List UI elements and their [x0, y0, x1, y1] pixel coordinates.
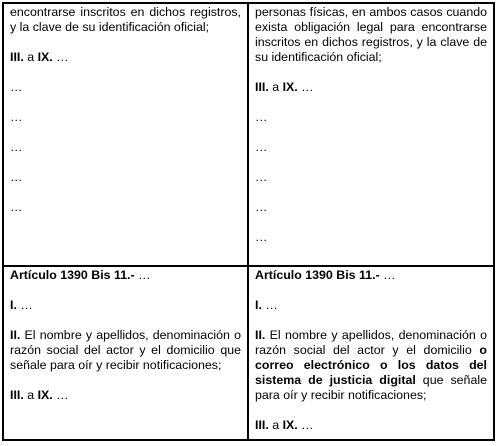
cell-top-right: [249, 4, 493, 267]
ellipsis-item: …: [255, 110, 268, 124]
range-line: III. a IX. …: [10, 388, 69, 402]
paragraph-text: personas físicas, en ambos casos cuando exista obligación legal para encontrarse inscritos en dichos registros, y la clave de su identificación oficial;: [255, 5, 487, 64]
item-one: I. …: [10, 298, 33, 312]
ellipsis-list: [255, 110, 487, 245]
ellipsis-item: …: [10, 110, 23, 124]
range-line: III. a IX. …: [255, 80, 314, 94]
cell-bottom-right: [249, 267, 493, 439]
item-two: II. El nombre y apellidos, denominación o razón social del actor y el domicilio o correo electrónico o los datos del sistema de justicia digital que señale para oír y recibir notificaciones;: [255, 328, 487, 402]
item-one: I. …: [255, 298, 278, 312]
ellipsis-item: …: [255, 200, 268, 214]
range-line: III. a IX. …: [255, 418, 314, 432]
ellipsis-item: …: [10, 200, 23, 214]
ellipsis-item: …: [255, 140, 268, 154]
ellipsis-item: …: [10, 170, 23, 184]
ellipsis-list: [10, 80, 241, 215]
ellipsis-item: …: [255, 230, 268, 244]
article-heading: Artículo 1390 Bis 11.- …: [10, 268, 151, 282]
ellipsis-item: …: [255, 170, 268, 184]
cell-bottom-left: [4, 267, 249, 439]
range-line: III. a IX. …: [10, 50, 69, 64]
item-two: II. El nombre y apellidos, denominación o razón social del actor y el domicilio que señale para oír y recibir notificaciones;: [10, 328, 241, 372]
ellipsis-item: …: [10, 80, 23, 94]
paragraph-text: encontrarse inscritos en dichos registros, y la clave de su identificación oficial;: [10, 5, 241, 34]
article-heading: Artículo 1390 Bis 11.- …: [255, 268, 396, 282]
ellipsis-item: …: [10, 140, 23, 154]
amended-text: o correo electrónico o los datos del sistema de justicia digital: [255, 343, 487, 387]
comparison-table: [2, 2, 495, 441]
cell-top-left: [4, 4, 249, 267]
